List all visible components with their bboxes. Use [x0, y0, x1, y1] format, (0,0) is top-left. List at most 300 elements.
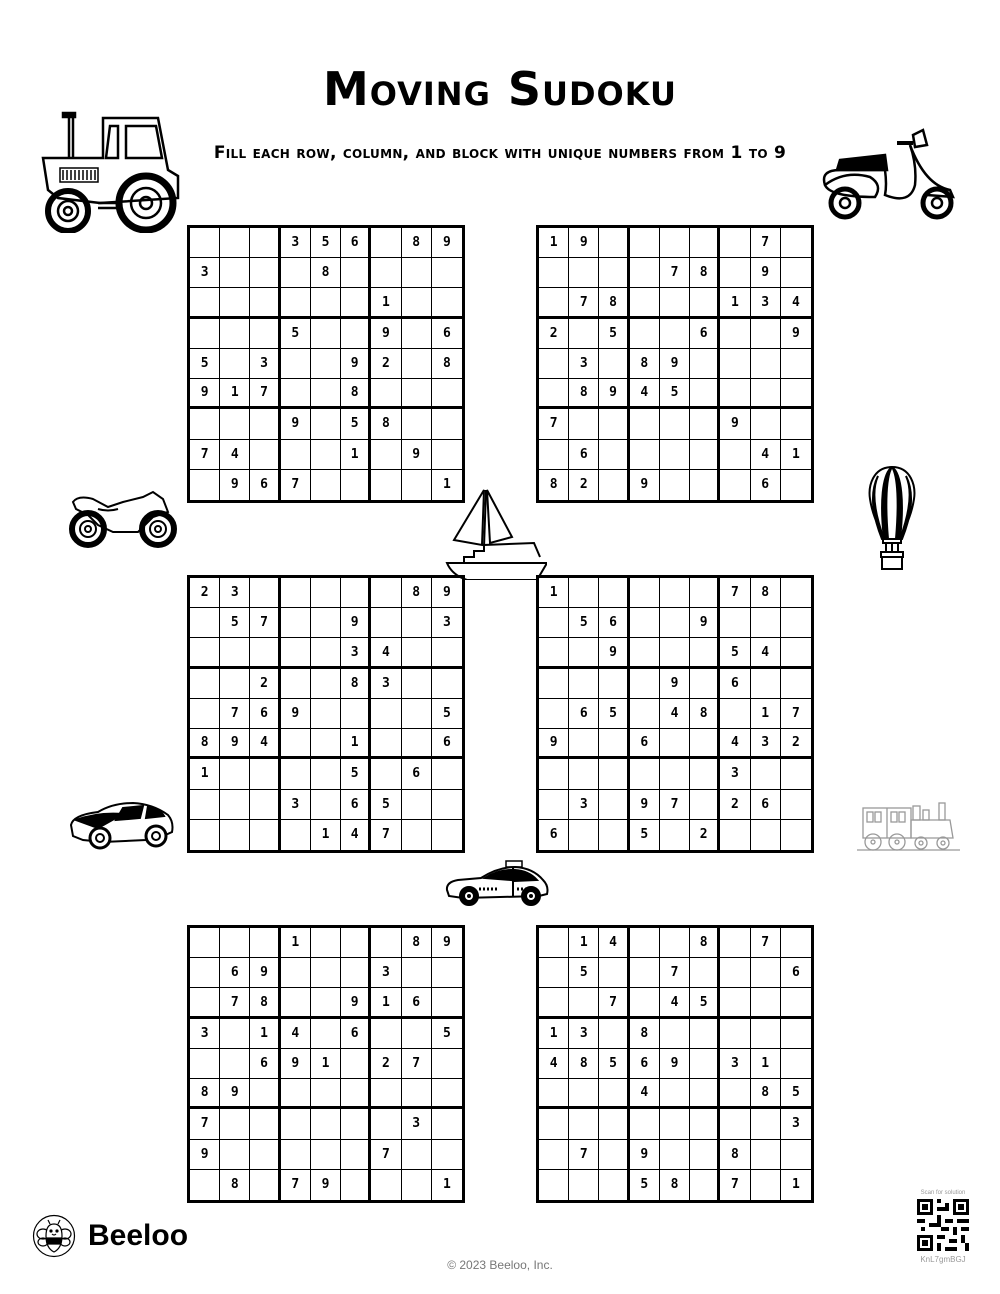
- empty-cell[interactable]: [751, 319, 781, 349]
- empty-cell[interactable]: [341, 699, 371, 729]
- empty-cell[interactable]: [190, 958, 220, 988]
- empty-cell[interactable]: [751, 759, 781, 789]
- empty-cell[interactable]: [781, 928, 811, 958]
- empty-cell[interactable]: [402, 349, 432, 379]
- empty-cell[interactable]: [720, 440, 750, 470]
- empty-cell[interactable]: [402, 790, 432, 820]
- empty-cell[interactable]: [220, 638, 250, 668]
- empty-cell[interactable]: [599, 1109, 629, 1139]
- empty-cell[interactable]: [432, 638, 462, 668]
- empty-cell[interactable]: [751, 1019, 781, 1049]
- empty-cell[interactable]: [599, 409, 629, 439]
- empty-cell[interactable]: [660, 470, 690, 500]
- empty-cell[interactable]: [690, 349, 720, 379]
- empty-cell[interactable]: [371, 379, 401, 409]
- empty-cell[interactable]: [569, 1170, 599, 1200]
- empty-cell[interactable]: [751, 1140, 781, 1170]
- empty-cell[interactable]: [432, 820, 462, 850]
- empty-cell[interactable]: [311, 379, 341, 409]
- empty-cell[interactable]: [281, 578, 311, 608]
- empty-cell[interactable]: [402, 319, 432, 349]
- empty-cell[interactable]: [190, 790, 220, 820]
- empty-cell[interactable]: [250, 1109, 280, 1139]
- empty-cell[interactable]: [190, 288, 220, 318]
- empty-cell[interactable]: [630, 958, 660, 988]
- empty-cell[interactable]: [690, 1019, 720, 1049]
- empty-cell[interactable]: [281, 988, 311, 1018]
- empty-cell[interactable]: [190, 699, 220, 729]
- empty-cell[interactable]: [630, 699, 660, 729]
- empty-cell[interactable]: [341, 258, 371, 288]
- empty-cell[interactable]: [539, 759, 569, 789]
- empty-cell[interactable]: [751, 1109, 781, 1139]
- empty-cell[interactable]: [720, 319, 750, 349]
- empty-cell[interactable]: [539, 440, 569, 470]
- empty-cell[interactable]: [690, 228, 720, 258]
- empty-cell[interactable]: [190, 409, 220, 439]
- empty-cell[interactable]: [371, 578, 401, 608]
- empty-cell[interactable]: [539, 1170, 569, 1200]
- empty-cell[interactable]: [569, 1109, 599, 1139]
- empty-cell[interactable]: [569, 759, 599, 789]
- empty-cell[interactable]: [660, 319, 690, 349]
- empty-cell[interactable]: [720, 928, 750, 958]
- empty-cell[interactable]: [751, 1170, 781, 1200]
- empty-cell[interactable]: [281, 729, 311, 759]
- empty-cell[interactable]: [781, 470, 811, 500]
- empty-cell[interactable]: [781, 790, 811, 820]
- empty-cell[interactable]: [660, 1109, 690, 1139]
- empty-cell[interactable]: [660, 288, 690, 318]
- empty-cell[interactable]: [781, 638, 811, 668]
- empty-cell[interactable]: [599, 820, 629, 850]
- empty-cell[interactable]: [432, 440, 462, 470]
- empty-cell[interactable]: [432, 409, 462, 439]
- empty-cell[interactable]: [341, 578, 371, 608]
- empty-cell[interactable]: [220, 669, 250, 699]
- empty-cell[interactable]: [220, 820, 250, 850]
- empty-cell[interactable]: [630, 288, 660, 318]
- empty-cell[interactable]: [569, 319, 599, 349]
- empty-cell[interactable]: [281, 958, 311, 988]
- empty-cell[interactable]: [539, 669, 569, 699]
- empty-cell[interactable]: [599, 578, 629, 608]
- empty-cell[interactable]: [539, 288, 569, 318]
- empty-cell[interactable]: [539, 1079, 569, 1109]
- empty-cell[interactable]: [190, 1049, 220, 1079]
- empty-cell[interactable]: [569, 258, 599, 288]
- empty-cell[interactable]: [220, 790, 250, 820]
- empty-cell[interactable]: [781, 988, 811, 1018]
- empty-cell[interactable]: [371, 928, 401, 958]
- empty-cell[interactable]: [250, 319, 280, 349]
- empty-cell[interactable]: [781, 258, 811, 288]
- empty-cell[interactable]: [432, 988, 462, 1018]
- empty-cell[interactable]: [599, 349, 629, 379]
- empty-cell[interactable]: [569, 820, 599, 850]
- empty-cell[interactable]: [402, 379, 432, 409]
- empty-cell[interactable]: [402, 288, 432, 318]
- empty-cell[interactable]: [220, 228, 250, 258]
- empty-cell[interactable]: [220, 409, 250, 439]
- empty-cell[interactable]: [660, 820, 690, 850]
- empty-cell[interactable]: [630, 319, 660, 349]
- empty-cell[interactable]: [250, 1079, 280, 1109]
- empty-cell[interactable]: [690, 440, 720, 470]
- empty-cell[interactable]: [311, 1140, 341, 1170]
- empty-cell[interactable]: [539, 1140, 569, 1170]
- empty-cell[interactable]: [569, 578, 599, 608]
- empty-cell[interactable]: [660, 228, 690, 258]
- empty-cell[interactable]: [311, 440, 341, 470]
- empty-cell[interactable]: [660, 928, 690, 958]
- empty-cell[interactable]: [720, 1109, 750, 1139]
- empty-cell[interactable]: [371, 729, 401, 759]
- empty-cell[interactable]: [539, 379, 569, 409]
- empty-cell[interactable]: [599, 729, 629, 759]
- empty-cell[interactable]: [190, 1170, 220, 1200]
- empty-cell[interactable]: [539, 638, 569, 668]
- empty-cell[interactable]: [190, 638, 220, 668]
- empty-cell[interactable]: [630, 608, 660, 638]
- empty-cell[interactable]: [341, 928, 371, 958]
- empty-cell[interactable]: [599, 669, 629, 699]
- empty-cell[interactable]: [311, 958, 341, 988]
- empty-cell[interactable]: [781, 759, 811, 789]
- empty-cell[interactable]: [660, 638, 690, 668]
- empty-cell[interactable]: [599, 258, 629, 288]
- empty-cell[interactable]: [751, 349, 781, 379]
- empty-cell[interactable]: [220, 1019, 250, 1049]
- empty-cell[interactable]: [281, 288, 311, 318]
- empty-cell[interactable]: [690, 379, 720, 409]
- empty-cell[interactable]: [599, 470, 629, 500]
- empty-cell[interactable]: [599, 1140, 629, 1170]
- empty-cell[interactable]: [599, 958, 629, 988]
- empty-cell[interactable]: [781, 1019, 811, 1049]
- empty-cell[interactable]: [341, 1049, 371, 1079]
- empty-cell[interactable]: [402, 1019, 432, 1049]
- empty-cell[interactable]: [311, 928, 341, 958]
- empty-cell[interactable]: [432, 258, 462, 288]
- empty-cell[interactable]: [190, 928, 220, 958]
- empty-cell[interactable]: [690, 1079, 720, 1109]
- empty-cell[interactable]: [341, 319, 371, 349]
- empty-cell[interactable]: [660, 1019, 690, 1049]
- empty-cell[interactable]: [690, 578, 720, 608]
- empty-cell[interactable]: [341, 1170, 371, 1200]
- empty-cell[interactable]: [371, 470, 401, 500]
- empty-cell[interactable]: [751, 958, 781, 988]
- empty-cell[interactable]: [660, 440, 690, 470]
- empty-cell[interactable]: [720, 988, 750, 1018]
- empty-cell[interactable]: [190, 228, 220, 258]
- empty-cell[interactable]: [250, 759, 280, 789]
- empty-cell[interactable]: [311, 729, 341, 759]
- empty-cell[interactable]: [781, 379, 811, 409]
- empty-cell[interactable]: [720, 820, 750, 850]
- qr-code-icon[interactable]: [917, 1199, 969, 1251]
- empty-cell[interactable]: [250, 1170, 280, 1200]
- empty-cell[interactable]: [781, 669, 811, 699]
- empty-cell[interactable]: [281, 669, 311, 699]
- empty-cell[interactable]: [781, 1049, 811, 1079]
- empty-cell[interactable]: [220, 288, 250, 318]
- empty-cell[interactable]: [190, 988, 220, 1018]
- empty-cell[interactable]: [630, 440, 660, 470]
- empty-cell[interactable]: [402, 258, 432, 288]
- empty-cell[interactable]: [599, 790, 629, 820]
- empty-cell[interactable]: [432, 759, 462, 789]
- empty-cell[interactable]: [341, 1140, 371, 1170]
- empty-cell[interactable]: [220, 319, 250, 349]
- empty-cell[interactable]: [371, 228, 401, 258]
- empty-cell[interactable]: [341, 470, 371, 500]
- empty-cell[interactable]: [720, 1079, 750, 1109]
- empty-cell[interactable]: [250, 409, 280, 439]
- empty-cell[interactable]: [630, 228, 660, 258]
- empty-cell[interactable]: [630, 669, 660, 699]
- empty-cell[interactable]: [281, 1140, 311, 1170]
- empty-cell[interactable]: [220, 1049, 250, 1079]
- empty-cell[interactable]: [402, 820, 432, 850]
- empty-cell[interactable]: [781, 1140, 811, 1170]
- empty-cell[interactable]: [539, 928, 569, 958]
- empty-cell[interactable]: [781, 578, 811, 608]
- empty-cell[interactable]: [311, 638, 341, 668]
- empty-cell[interactable]: [281, 1109, 311, 1139]
- empty-cell[interactable]: [311, 608, 341, 638]
- empty-cell[interactable]: [220, 1109, 250, 1139]
- empty-cell[interactable]: [250, 288, 280, 318]
- empty-cell[interactable]: [720, 958, 750, 988]
- empty-cell[interactable]: [250, 1140, 280, 1170]
- empty-cell[interactable]: [432, 1079, 462, 1109]
- empty-cell[interactable]: [539, 958, 569, 988]
- empty-cell[interactable]: [190, 608, 220, 638]
- empty-cell[interactable]: [402, 409, 432, 439]
- empty-cell[interactable]: [751, 669, 781, 699]
- empty-cell[interactable]: [402, 729, 432, 759]
- empty-cell[interactable]: [630, 258, 660, 288]
- empty-cell[interactable]: [660, 608, 690, 638]
- empty-cell[interactable]: [281, 379, 311, 409]
- empty-cell[interactable]: [311, 578, 341, 608]
- empty-cell[interactable]: [720, 608, 750, 638]
- empty-cell[interactable]: [371, 440, 401, 470]
- empty-cell[interactable]: [569, 1079, 599, 1109]
- empty-cell[interactable]: [781, 608, 811, 638]
- empty-cell[interactable]: [402, 638, 432, 668]
- empty-cell[interactable]: [371, 1019, 401, 1049]
- empty-cell[interactable]: [371, 608, 401, 638]
- empty-cell[interactable]: [630, 928, 660, 958]
- empty-cell[interactable]: [751, 379, 781, 409]
- empty-cell[interactable]: [281, 638, 311, 668]
- empty-cell[interactable]: [690, 759, 720, 789]
- empty-cell[interactable]: [630, 1109, 660, 1139]
- empty-cell[interactable]: [311, 1019, 341, 1049]
- empty-cell[interactable]: [690, 669, 720, 699]
- empty-cell[interactable]: [311, 319, 341, 349]
- empty-cell[interactable]: [371, 1109, 401, 1139]
- solution-qr[interactable]: [912, 1190, 974, 1264]
- empty-cell[interactable]: [599, 440, 629, 470]
- empty-cell[interactable]: [539, 790, 569, 820]
- empty-cell[interactable]: [781, 349, 811, 379]
- empty-cell[interactable]: [432, 1140, 462, 1170]
- empty-cell[interactable]: [220, 1140, 250, 1170]
- empty-cell[interactable]: [281, 820, 311, 850]
- empty-cell[interactable]: [250, 928, 280, 958]
- empty-cell[interactable]: [341, 1109, 371, 1139]
- empty-cell[interactable]: [690, 638, 720, 668]
- empty-cell[interactable]: [599, 1019, 629, 1049]
- empty-cell[interactable]: [690, 958, 720, 988]
- empty-cell[interactable]: [250, 258, 280, 288]
- empty-cell[interactable]: [281, 258, 311, 288]
- empty-cell[interactable]: [402, 608, 432, 638]
- empty-cell[interactable]: [220, 759, 250, 789]
- empty-cell[interactable]: [311, 699, 341, 729]
- empty-cell[interactable]: [220, 928, 250, 958]
- empty-cell[interactable]: [630, 759, 660, 789]
- empty-cell[interactable]: [599, 1079, 629, 1109]
- empty-cell[interactable]: [599, 1170, 629, 1200]
- empty-cell[interactable]: [690, 790, 720, 820]
- empty-cell[interactable]: [250, 228, 280, 258]
- empty-cell[interactable]: [371, 258, 401, 288]
- empty-cell[interactable]: [311, 669, 341, 699]
- empty-cell[interactable]: [371, 759, 401, 789]
- empty-cell[interactable]: [720, 228, 750, 258]
- empty-cell[interactable]: [690, 470, 720, 500]
- empty-cell[interactable]: [539, 258, 569, 288]
- empty-cell[interactable]: [630, 578, 660, 608]
- empty-cell[interactable]: [311, 790, 341, 820]
- empty-cell[interactable]: [190, 470, 220, 500]
- empty-cell[interactable]: [539, 699, 569, 729]
- empty-cell[interactable]: [751, 409, 781, 439]
- empty-cell[interactable]: [311, 1079, 341, 1109]
- empty-cell[interactable]: [281, 759, 311, 789]
- empty-cell[interactable]: [660, 759, 690, 789]
- empty-cell[interactable]: [311, 470, 341, 500]
- empty-cell[interactable]: [781, 228, 811, 258]
- empty-cell[interactable]: [690, 1109, 720, 1139]
- empty-cell[interactable]: [341, 1079, 371, 1109]
- empty-cell[interactable]: [569, 729, 599, 759]
- empty-cell[interactable]: [250, 820, 280, 850]
- empty-cell[interactable]: [660, 1079, 690, 1109]
- empty-cell[interactable]: [402, 669, 432, 699]
- empty-cell[interactable]: [690, 1140, 720, 1170]
- empty-cell[interactable]: [569, 638, 599, 668]
- empty-cell[interactable]: [660, 1140, 690, 1170]
- empty-cell[interactable]: [250, 440, 280, 470]
- empty-cell[interactable]: [660, 409, 690, 439]
- empty-cell[interactable]: [599, 228, 629, 258]
- empty-cell[interactable]: [720, 349, 750, 379]
- empty-cell[interactable]: [660, 578, 690, 608]
- empty-cell[interactable]: [539, 349, 569, 379]
- empty-cell[interactable]: [402, 1170, 432, 1200]
- empty-cell[interactable]: [751, 988, 781, 1018]
- empty-cell[interactable]: [630, 638, 660, 668]
- empty-cell[interactable]: [630, 988, 660, 1018]
- empty-cell[interactable]: [281, 349, 311, 379]
- empty-cell[interactable]: [281, 440, 311, 470]
- empty-cell[interactable]: [781, 820, 811, 850]
- empty-cell[interactable]: [311, 759, 341, 789]
- empty-cell[interactable]: [751, 820, 781, 850]
- empty-cell[interactable]: [720, 1019, 750, 1049]
- empty-cell[interactable]: [539, 988, 569, 1018]
- empty-cell[interactable]: [432, 790, 462, 820]
- empty-cell[interactable]: [569, 669, 599, 699]
- empty-cell[interactable]: [250, 790, 280, 820]
- empty-cell[interactable]: [190, 319, 220, 349]
- empty-cell[interactable]: [311, 409, 341, 439]
- empty-cell[interactable]: [432, 1109, 462, 1139]
- empty-cell[interactable]: [281, 1079, 311, 1109]
- empty-cell[interactable]: [341, 958, 371, 988]
- empty-cell[interactable]: [432, 958, 462, 988]
- empty-cell[interactable]: [402, 699, 432, 729]
- empty-cell[interactable]: [720, 699, 750, 729]
- empty-cell[interactable]: [250, 638, 280, 668]
- empty-cell[interactable]: [371, 1170, 401, 1200]
- empty-cell[interactable]: [660, 729, 690, 759]
- empty-cell[interactable]: [690, 288, 720, 318]
- empty-cell[interactable]: [690, 729, 720, 759]
- empty-cell[interactable]: [220, 349, 250, 379]
- empty-cell[interactable]: [402, 470, 432, 500]
- empty-cell[interactable]: [690, 1049, 720, 1079]
- empty-cell[interactable]: [569, 409, 599, 439]
- empty-cell[interactable]: [690, 1170, 720, 1200]
- empty-cell[interactable]: [371, 699, 401, 729]
- empty-cell[interactable]: [281, 608, 311, 638]
- empty-cell[interactable]: [720, 379, 750, 409]
- empty-cell[interactable]: [190, 820, 220, 850]
- empty-cell[interactable]: [341, 288, 371, 318]
- empty-cell[interactable]: [402, 958, 432, 988]
- empty-cell[interactable]: [599, 759, 629, 789]
- empty-cell[interactable]: [311, 1109, 341, 1139]
- empty-cell[interactable]: [311, 288, 341, 318]
- empty-cell[interactable]: [371, 1079, 401, 1109]
- empty-cell[interactable]: [432, 379, 462, 409]
- empty-cell[interactable]: [190, 669, 220, 699]
- empty-cell[interactable]: [311, 349, 341, 379]
- empty-cell[interactable]: [250, 578, 280, 608]
- empty-cell[interactable]: [720, 258, 750, 288]
- empty-cell[interactable]: [569, 988, 599, 1018]
- empty-cell[interactable]: [539, 1109, 569, 1139]
- empty-cell[interactable]: [630, 409, 660, 439]
- empty-cell[interactable]: [402, 1079, 432, 1109]
- empty-cell[interactable]: [402, 1140, 432, 1170]
- empty-cell[interactable]: [720, 470, 750, 500]
- empty-cell[interactable]: [432, 669, 462, 699]
- empty-cell[interactable]: [751, 608, 781, 638]
- empty-cell[interactable]: [539, 608, 569, 638]
- empty-cell[interactable]: [432, 1049, 462, 1079]
- empty-cell[interactable]: [432, 288, 462, 318]
- empty-cell[interactable]: [690, 409, 720, 439]
- empty-cell[interactable]: [311, 988, 341, 1018]
